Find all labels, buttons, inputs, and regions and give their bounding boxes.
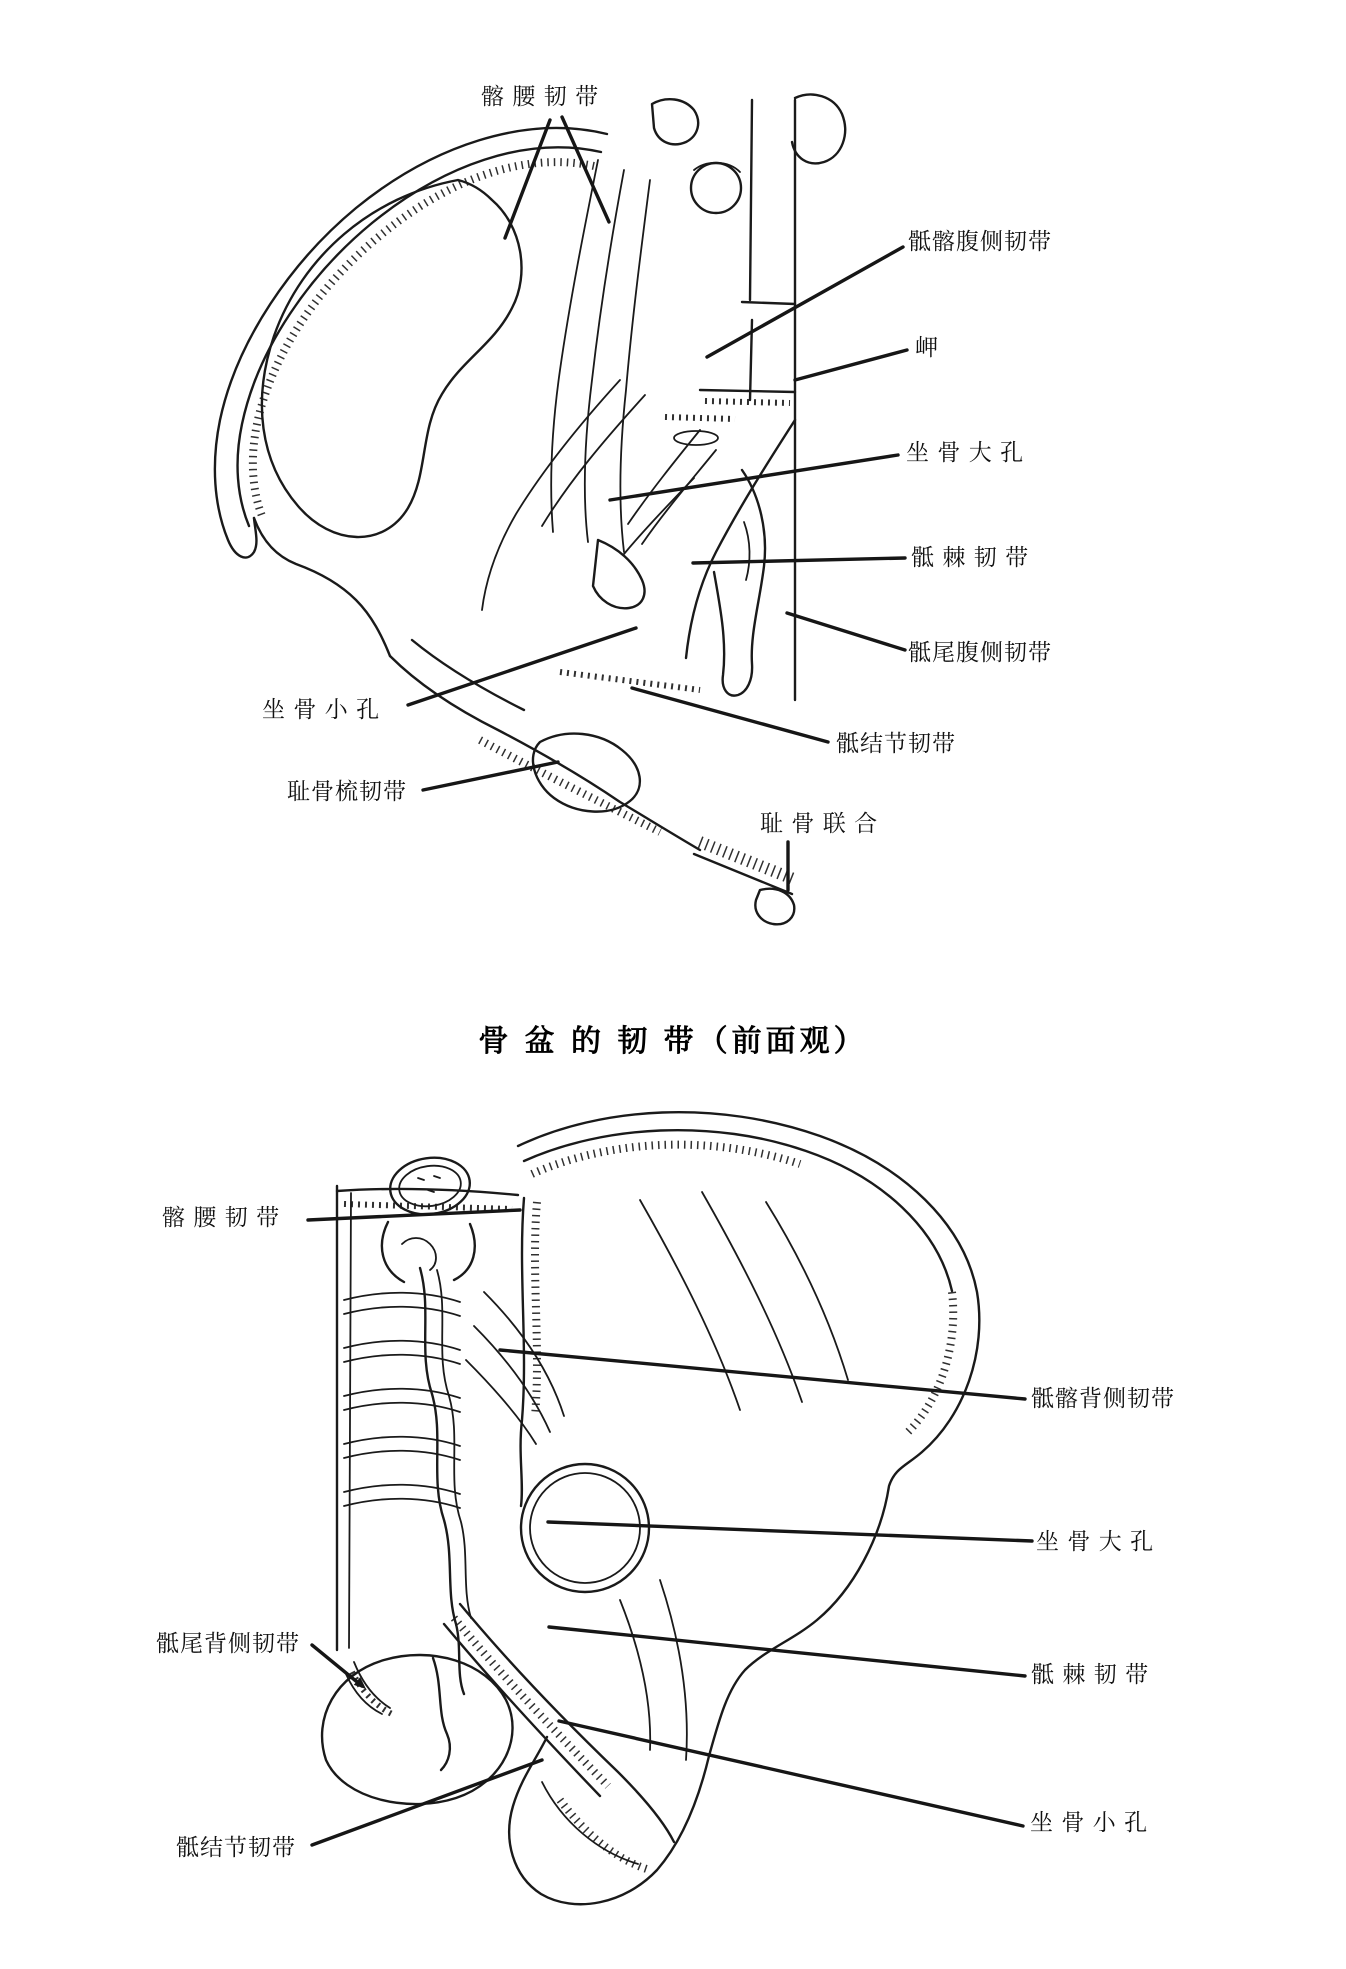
leader-sacrotuberous-posterior (312, 1760, 542, 1845)
leader-sacrotuberous-anterior (632, 688, 828, 742)
label-lesser-sciatic-foramen-anterior: 坐 骨 小 孔 (262, 696, 381, 722)
pelvis-drawing-posterior (322, 1112, 979, 1904)
label-greater-sciatic-foramen-posterior: 坐 骨 大 孔 (1036, 1528, 1155, 1554)
label-dorsal-sacrococcygeal-ligament: 骶尾背侧韧带 (156, 1630, 300, 1656)
leader-ventral-sacrococcygeal (787, 613, 905, 650)
leader-sacrospinous-posterior (549, 1627, 1025, 1676)
label-sacrotuberous-ligament-anterior: 骶结节韧带 (836, 730, 956, 756)
label-iliolumbar-ligament-posterior: 髂 腰 韧 带 (162, 1204, 281, 1230)
label-pectineal-ligament: 耻骨梳韧带 (287, 778, 407, 804)
leader-ventral-sacroiliac (707, 247, 903, 357)
label-dorsal-sacroiliac-ligament: 骶髂背侧韧带 (1031, 1385, 1175, 1411)
leader-greater-sciatic-posterior (548, 1522, 1032, 1541)
label-sacrotuberous-ligament-posterior: 骶结节韧带 (176, 1834, 296, 1860)
leader-iliolumbar-left (505, 120, 550, 238)
label-promontory: 岬 (915, 334, 939, 360)
label-sacrospinous-ligament-anterior: 骶 棘 韧 带 (911, 544, 1030, 570)
leader-lesser-sciatic-posterior (559, 1721, 1023, 1826)
leader-sacrospinous-anterior (693, 558, 905, 563)
leader-lines (308, 117, 1032, 1845)
label-pubic-symphysis: 耻 骨 联 合 (760, 810, 879, 836)
leader-iliolumbar-posterior (308, 1210, 520, 1220)
label-ventral-sacroiliac-ligament: 骶髂腹侧韧带 (908, 228, 1052, 254)
label-iliolumbar-ligament-anterior: 髂 腰 韧 带 (481, 83, 600, 109)
leader-lesser-sciatic-anterior (408, 628, 636, 705)
label-lesser-sciatic-foramen-posterior: 坐 骨 小 孔 (1030, 1809, 1149, 1835)
label-sacrospinous-ligament-posterior: 骶 棘 韧 带 (1031, 1661, 1150, 1687)
leader-promontory (795, 350, 907, 380)
label-greater-sciatic-foramen-anterior: 坐 骨 大 孔 (906, 439, 1025, 465)
label-ventral-sacrococcygeal-ligament: 骶尾腹侧韧带 (908, 639, 1052, 665)
leader-pectineal (423, 762, 558, 790)
figure-caption: 骨 盆 的 韧 带（前面观） (478, 1025, 868, 1058)
